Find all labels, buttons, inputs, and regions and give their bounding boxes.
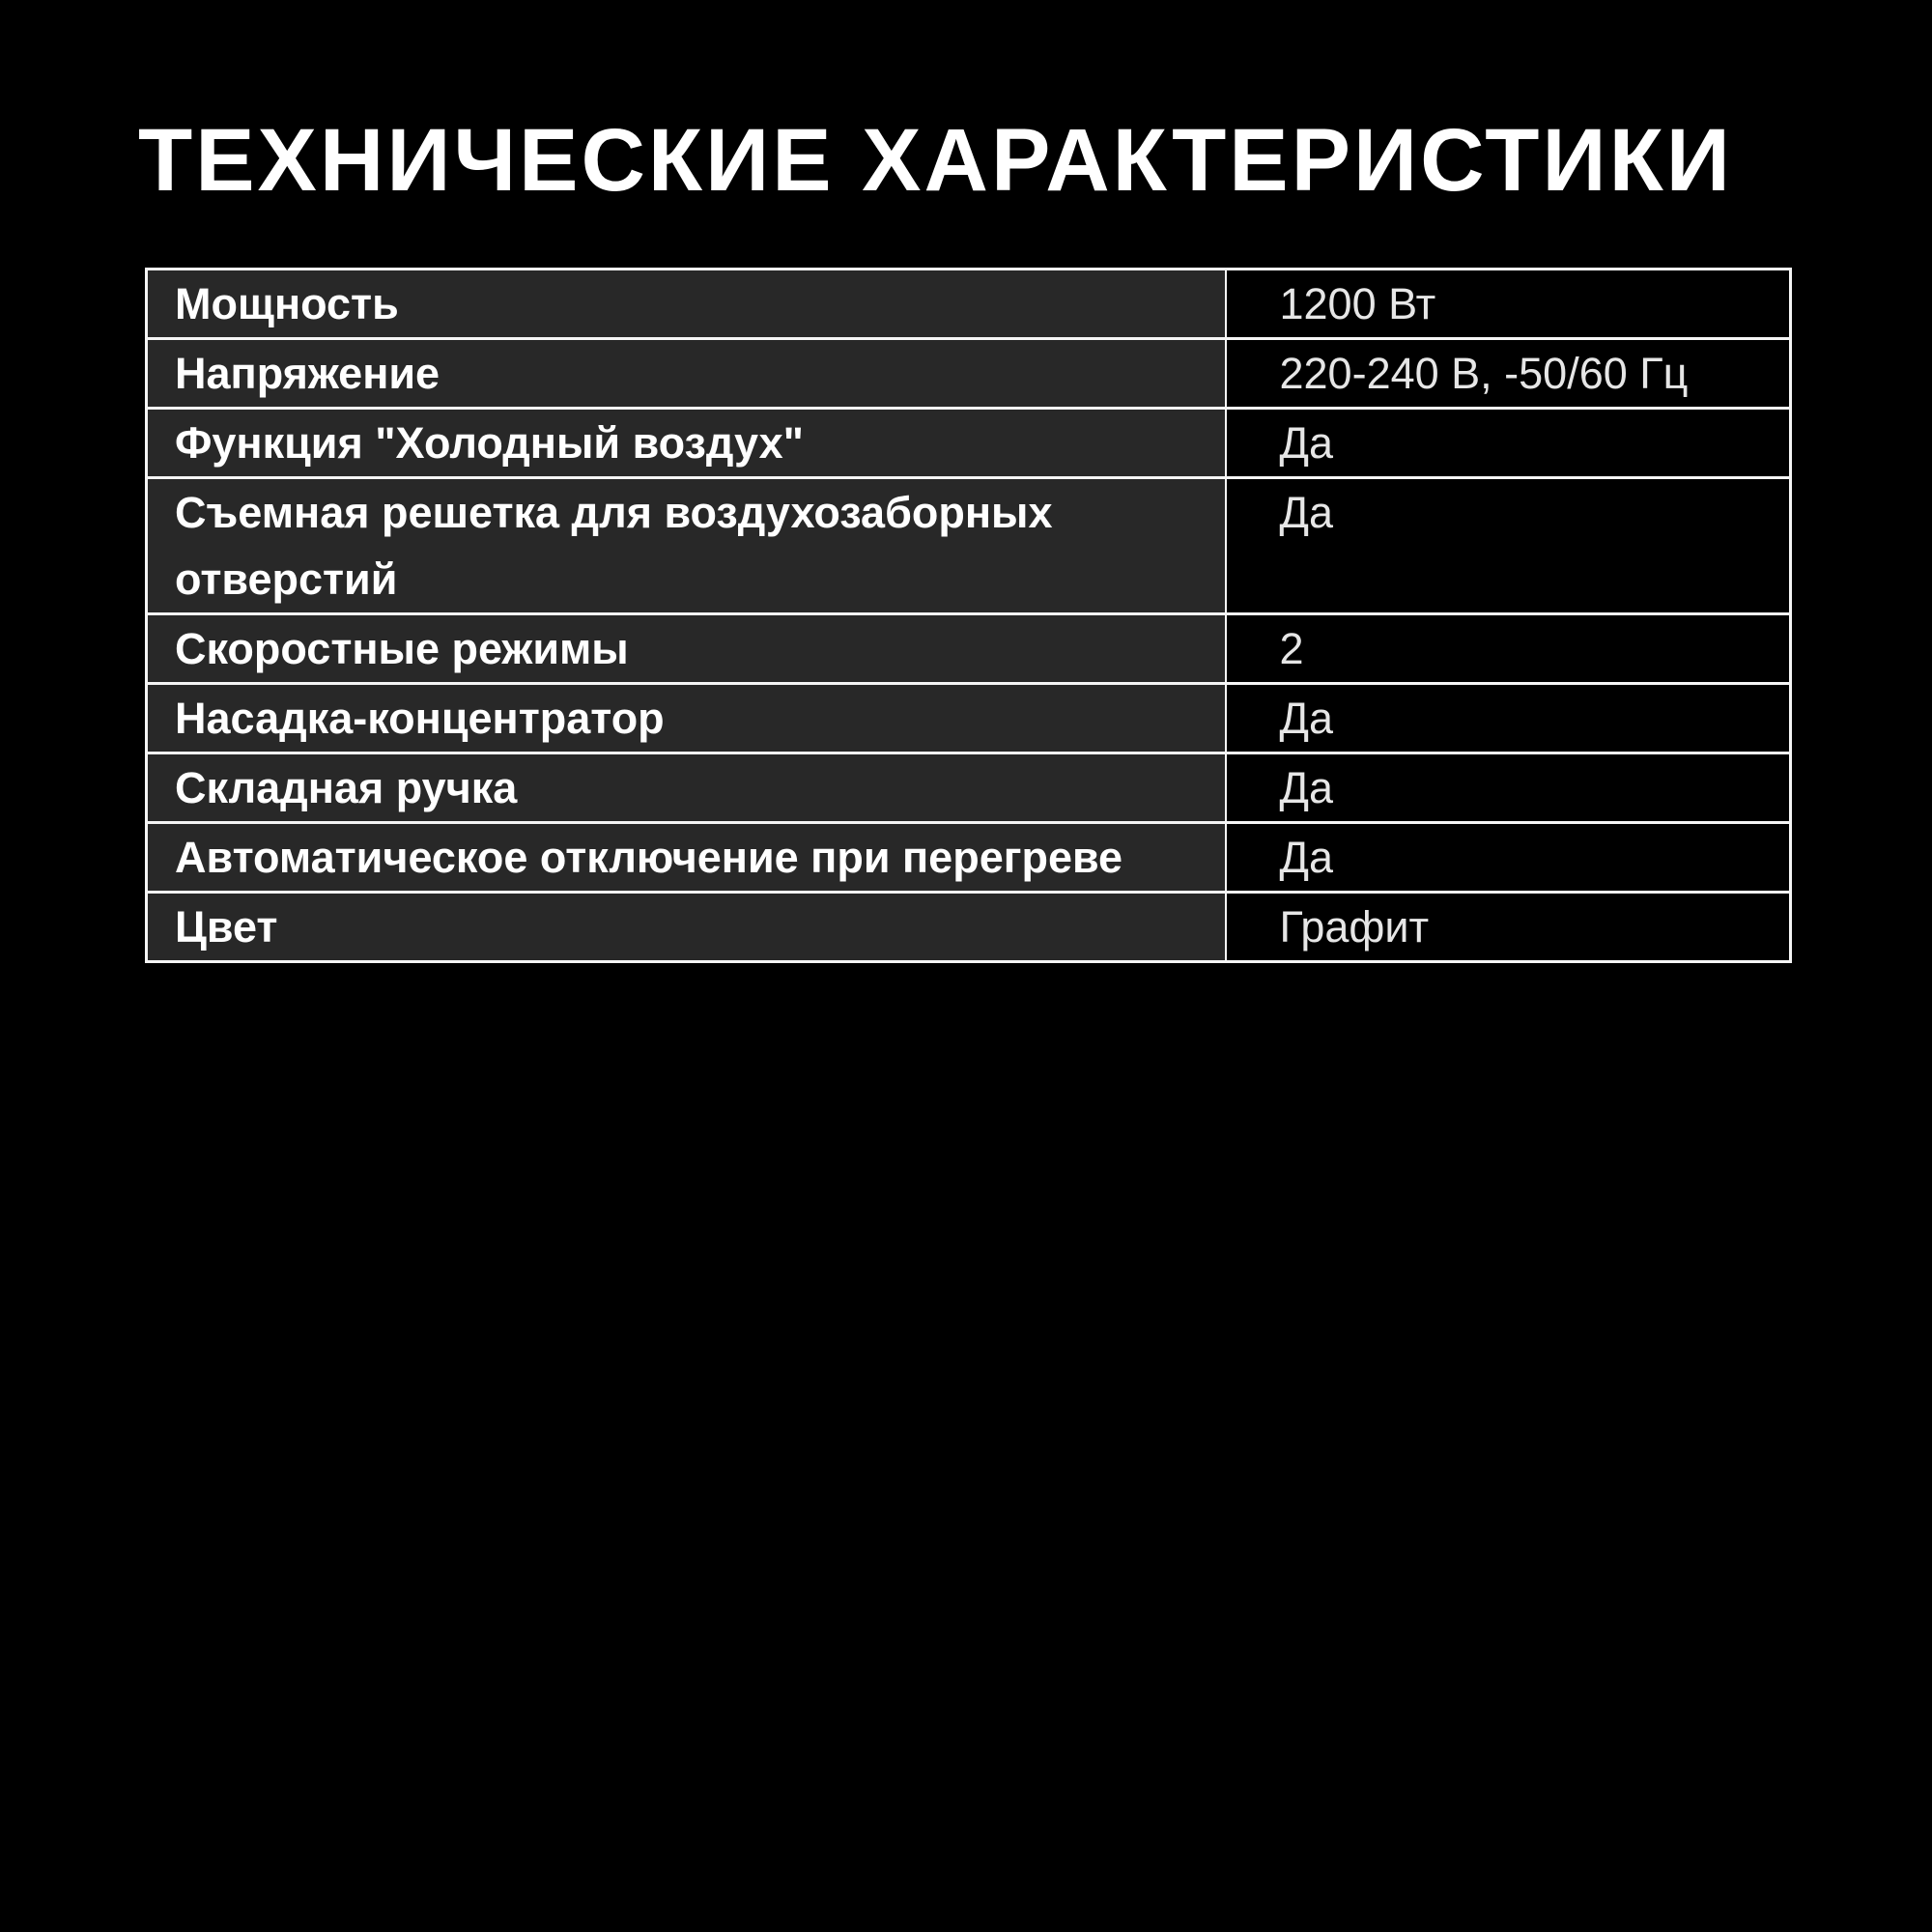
- table-row: [147, 339, 1791, 409]
- spec-label-removable-grille: Съемная решетка для воздухозаборных отверстий: [147, 478, 1226, 614]
- spec-value-power: 1200 Вт: [1226, 270, 1791, 339]
- spec-label-folding-handle: Складная ручка: [147, 753, 1226, 823]
- spec-value-folding-handle: Да: [1226, 753, 1791, 823]
- spec-value-color: Графит: [1226, 893, 1791, 962]
- table-row: [147, 893, 1791, 962]
- spec-value-cold-air: Да: [1226, 409, 1791, 478]
- bottom-dark-area: [0, 1497, 1932, 1932]
- table-row: [147, 753, 1791, 823]
- table-row: [147, 684, 1791, 753]
- table-row: [147, 823, 1791, 893]
- table-row: [147, 270, 1791, 339]
- page-title: ТЕХНИЧЕСКИЕ ХАРАКТЕРИСТИКИ: [138, 111, 1733, 210]
- spec-value-speed-modes: 2: [1226, 614, 1791, 684]
- spec-label-color: Цвет: [147, 893, 1226, 962]
- spec-value-concentrator: Да: [1226, 684, 1791, 753]
- spec-value-voltage: 220-240 В, -50/60 Гц: [1226, 339, 1791, 409]
- table-row: [147, 409, 1791, 478]
- spec-label-cold-air: Функция "Холодный воздух": [147, 409, 1226, 478]
- spec-label-concentrator: Насадка-концентратор: [147, 684, 1226, 753]
- specs-table: [145, 268, 1792, 963]
- table-row: [147, 478, 1791, 614]
- spec-label-auto-shutoff: Автоматическое отключение при перегреве: [147, 823, 1226, 893]
- table-row: [147, 614, 1791, 684]
- spec-value-auto-shutoff: Да: [1226, 823, 1791, 893]
- spec-label-power: Мощность: [147, 270, 1226, 339]
- spec-value-removable-grille: Да: [1226, 478, 1791, 614]
- spec-label-voltage: Напряжение: [147, 339, 1226, 409]
- spec-label-speed-modes: Скоростные режимы: [147, 614, 1226, 684]
